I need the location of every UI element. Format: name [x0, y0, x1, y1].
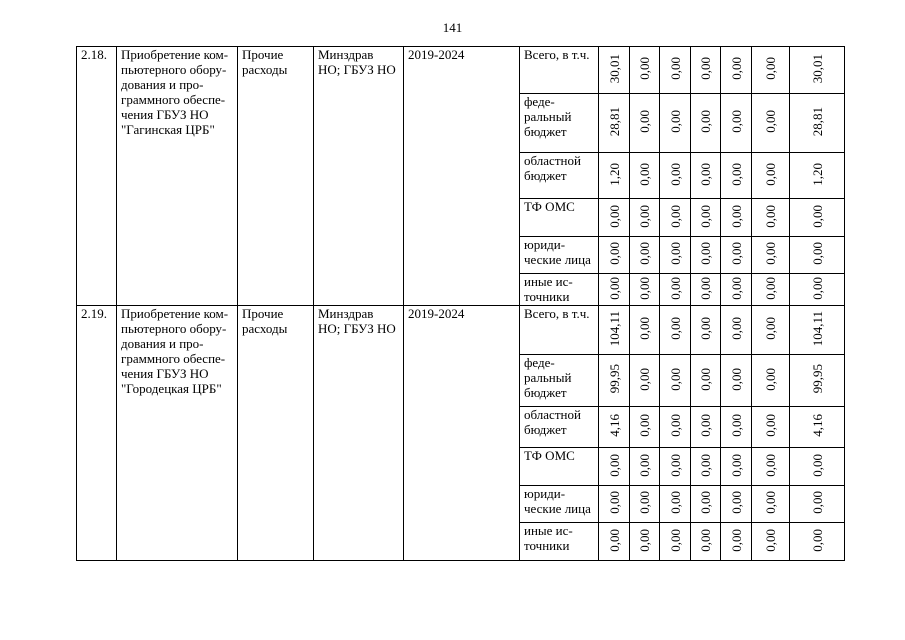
- amount-value: 0,00: [763, 276, 778, 300]
- amount-cell: [599, 448, 630, 486]
- amount-value: 0,00: [667, 414, 683, 437]
- amount-value: 0,00: [809, 491, 825, 514]
- amount-cell: [691, 153, 721, 199]
- amount-cell: [691, 407, 721, 448]
- amount-value: 0,00: [763, 414, 778, 437]
- amount-cell: [630, 237, 660, 274]
- amount-cell: [660, 94, 691, 153]
- amount-value: 0,00: [667, 491, 683, 514]
- amount-value: 0,00: [637, 110, 652, 133]
- amount-cell: [790, 306, 845, 355]
- amount-cell: [630, 523, 660, 561]
- amount-value: 1,20: [809, 162, 825, 186]
- amount-value: 0,00: [698, 204, 713, 228]
- amount-cell: [752, 153, 790, 199]
- amount-value: 0,00: [728, 317, 744, 340]
- amount-cell: [790, 523, 845, 561]
- amount-value: 4,16: [606, 414, 622, 437]
- amount-cell: [660, 407, 691, 448]
- amount-cell: [630, 448, 660, 486]
- amount-value: 0,00: [637, 414, 652, 437]
- amount-value: 4,16: [809, 414, 825, 437]
- amount-value: 0,00: [667, 242, 683, 265]
- amount-value: 0,00: [728, 491, 744, 514]
- page-number: 141: [442, 20, 463, 35]
- amount-cell: [752, 523, 790, 561]
- amount-value: 0,00: [763, 57, 778, 80]
- amount-cell: [599, 523, 630, 561]
- executor: Минздрав НО; ГБУЗ НО: [314, 306, 404, 561]
- table-row: [77, 47, 845, 94]
- amount-cell: [660, 199, 691, 237]
- funding-source: ТФ ОМС: [520, 199, 599, 237]
- amount-value: 0,00: [698, 57, 713, 80]
- item-name: Приобретение ком- пьютерного обору- дования и про- граммного обеспе- чения ГБУЗ НО "Гагинская ЦРБ": [117, 47, 238, 306]
- amount-value: 0,00: [637, 491, 652, 514]
- amount-value: 0,00: [698, 453, 713, 477]
- amount-cell: [790, 47, 845, 94]
- amount-value: 0,00: [637, 453, 652, 477]
- amount-value: 0,00: [667, 276, 683, 300]
- item-number: 2.19.: [77, 306, 117, 561]
- amount-value: 0,00: [728, 453, 744, 477]
- item-name: Приобретение ком- пьютерного обору- дования и про- граммного обеспе- чения ГБУЗ НО "Городецкая ЦРБ": [117, 306, 238, 561]
- amount-cell: [599, 355, 630, 407]
- amount-value: 0,00: [728, 242, 744, 265]
- amount-cell: [752, 407, 790, 448]
- amount-cell: [660, 523, 691, 561]
- amount-value: 0,00: [667, 317, 683, 340]
- amount-cell: [752, 237, 790, 274]
- amount-cell: [790, 237, 845, 274]
- funding-source: ТФ ОМС: [520, 448, 599, 486]
- amount-cell: [752, 274, 790, 306]
- funding-source: областной бюджет: [520, 153, 599, 199]
- amount-cell: [721, 486, 752, 523]
- funding-source: юриди- ческие лица: [520, 237, 599, 274]
- amount-cell: [660, 237, 691, 274]
- amount-value: 0,00: [728, 162, 744, 186]
- amount-cell: [721, 47, 752, 94]
- table-row: [77, 306, 845, 355]
- amount-value: 30,01: [606, 53, 622, 84]
- amount-value: 1,20: [606, 162, 622, 186]
- amount-cell: [630, 407, 660, 448]
- funding-source: феде- ральный бюджет: [520, 94, 599, 153]
- amount-cell: [599, 94, 630, 153]
- amount-cell: [752, 306, 790, 355]
- funding-source: юриди- ческие лица: [520, 486, 599, 523]
- amount-value: 0,00: [637, 276, 652, 300]
- amount-cell: [790, 153, 845, 199]
- amount-cell: [721, 199, 752, 237]
- amount-value: 99,95: [606, 364, 622, 394]
- amount-cell: [630, 486, 660, 523]
- amount-value: 0,00: [728, 414, 744, 437]
- amount-value: 0,00: [698, 528, 713, 552]
- executor: Минздрав НО; ГБУЗ НО: [314, 47, 404, 306]
- amount-cell: [599, 274, 630, 306]
- amount-cell: [630, 306, 660, 355]
- amount-cell: [691, 47, 721, 94]
- amount-value: 0,00: [728, 57, 744, 80]
- amount-cell: [752, 448, 790, 486]
- expense-type: Прочие расходы: [238, 47, 314, 306]
- amount-value: 0,00: [667, 528, 683, 552]
- funding-source: феде- ральный бюджет: [520, 355, 599, 407]
- amount-cell: [660, 47, 691, 94]
- amount-value: 0,00: [763, 317, 778, 340]
- program-table: [76, 46, 845, 561]
- amount-value: 0,00: [809, 276, 825, 300]
- amount-cell: [691, 94, 721, 153]
- amount-cell: [790, 355, 845, 407]
- amount-value: 0,00: [809, 204, 825, 228]
- amount-value: 0,00: [763, 204, 778, 228]
- amount-cell: [599, 199, 630, 237]
- amount-value: 0,00: [698, 162, 713, 186]
- amount-cell: [752, 94, 790, 153]
- funding-source: Всего, в т.ч.: [520, 306, 599, 355]
- amount-value: 0,00: [698, 414, 713, 437]
- amount-value: 0,00: [667, 453, 683, 477]
- amount-value: 0,00: [637, 162, 652, 186]
- amount-value: 0,00: [728, 528, 744, 552]
- amount-cell: [752, 355, 790, 407]
- amount-value: 0,00: [809, 242, 825, 265]
- amount-cell: [721, 306, 752, 355]
- amount-cell: [630, 355, 660, 407]
- amount-cell: [660, 274, 691, 306]
- amount-cell: [599, 237, 630, 274]
- amount-cell: [752, 199, 790, 237]
- amount-cell: [691, 274, 721, 306]
- amount-value: 0,00: [698, 367, 713, 391]
- amount-value: 0,00: [637, 528, 652, 552]
- amount-cell: [790, 199, 845, 237]
- amount-value: 0,00: [728, 110, 744, 133]
- funding-source: иные ис- точники: [520, 523, 599, 561]
- amount-value: 0,00: [606, 528, 622, 552]
- amount-value: 0,00: [637, 367, 652, 391]
- amount-value: 0,00: [763, 242, 778, 265]
- amount-cell: [721, 407, 752, 448]
- amount-cell: [752, 47, 790, 94]
- amount-value: 104,11: [809, 310, 825, 347]
- amount-cell: [790, 94, 845, 153]
- amount-value: 0,00: [606, 242, 622, 265]
- amount-value: 0,00: [637, 242, 652, 265]
- amount-cell: [721, 355, 752, 407]
- amount-cell: [752, 486, 790, 523]
- amount-value: 0,00: [698, 491, 713, 514]
- amount-value: 0,00: [637, 57, 652, 80]
- amount-value: 28,81: [606, 106, 622, 137]
- amount-cell: [660, 355, 691, 407]
- amount-value: 0,00: [763, 367, 778, 391]
- amount-cell: [660, 153, 691, 199]
- amount-cell: [790, 448, 845, 486]
- amount-cell: [790, 486, 845, 523]
- amount-value: 0,00: [698, 242, 713, 265]
- amount-cell: [630, 94, 660, 153]
- amount-value: 0,00: [698, 110, 713, 133]
- amount-value: 0,00: [763, 162, 778, 186]
- amount-cell: [721, 94, 752, 153]
- amount-cell: [721, 523, 752, 561]
- amount-value: 0,00: [667, 110, 683, 133]
- amount-cell: [721, 153, 752, 199]
- amount-cell: [691, 523, 721, 561]
- amount-cell: [721, 237, 752, 274]
- amount-value: 28,81: [809, 106, 825, 137]
- amount-value: 0,00: [606, 453, 622, 477]
- amount-cell: [691, 486, 721, 523]
- amount-cell: [599, 486, 630, 523]
- period: 2019-2024: [404, 47, 520, 306]
- amount-value: 0,00: [728, 276, 744, 300]
- amount-value: 0,00: [667, 162, 683, 186]
- amount-value: 30,01: [809, 53, 825, 84]
- amount-value: 0,00: [698, 317, 713, 340]
- amount-cell: [691, 355, 721, 407]
- amount-value: 0,00: [606, 276, 622, 300]
- funding-source: иные ис- точники: [520, 274, 599, 306]
- amount-cell: [630, 199, 660, 237]
- amount-cell: [599, 47, 630, 94]
- amount-value: 0,00: [667, 57, 683, 80]
- amount-value: 0,00: [728, 204, 744, 228]
- amount-value: 0,00: [809, 453, 825, 477]
- amount-value: 0,00: [763, 453, 778, 477]
- item-number: 2.18.: [77, 47, 117, 306]
- amount-cell: [660, 306, 691, 355]
- amount-value: 0,00: [698, 276, 713, 300]
- amount-value: 0,00: [763, 491, 778, 514]
- amount-value: 99,95: [809, 364, 825, 394]
- amount-cell: [630, 274, 660, 306]
- amount-cell: [599, 306, 630, 355]
- amount-cell: [660, 486, 691, 523]
- amount-cell: [691, 306, 721, 355]
- amount-cell: [630, 153, 660, 199]
- amount-cell: [599, 407, 630, 448]
- amount-value: 0,00: [809, 528, 825, 552]
- amount-value: 0,00: [763, 110, 778, 133]
- amount-cell: [790, 407, 845, 448]
- amount-value: 0,00: [606, 491, 622, 514]
- amount-value: 0,00: [637, 204, 652, 228]
- amount-cell: [660, 448, 691, 486]
- funding-source: областной бюджет: [520, 407, 599, 448]
- amount-cell: [721, 448, 752, 486]
- expense-type: Прочие расходы: [238, 306, 314, 561]
- amount-value: 0,00: [667, 204, 683, 228]
- amount-cell: [630, 47, 660, 94]
- amount-value: 0,00: [763, 528, 778, 552]
- amount-value: 104,11: [606, 310, 622, 347]
- amount-cell: [599, 153, 630, 199]
- amount-value: 0,00: [728, 367, 744, 391]
- amount-value: 0,00: [606, 204, 622, 228]
- amount-value: 0,00: [667, 367, 683, 391]
- amount-cell: [721, 274, 752, 306]
- funding-source: Всего, в т.ч.: [520, 47, 599, 94]
- amount-value: 0,00: [637, 317, 652, 340]
- amount-cell: [691, 237, 721, 274]
- period: 2019-2024: [404, 306, 520, 561]
- amount-cell: [691, 199, 721, 237]
- amount-cell: [790, 274, 845, 306]
- amount-cell: [691, 448, 721, 486]
